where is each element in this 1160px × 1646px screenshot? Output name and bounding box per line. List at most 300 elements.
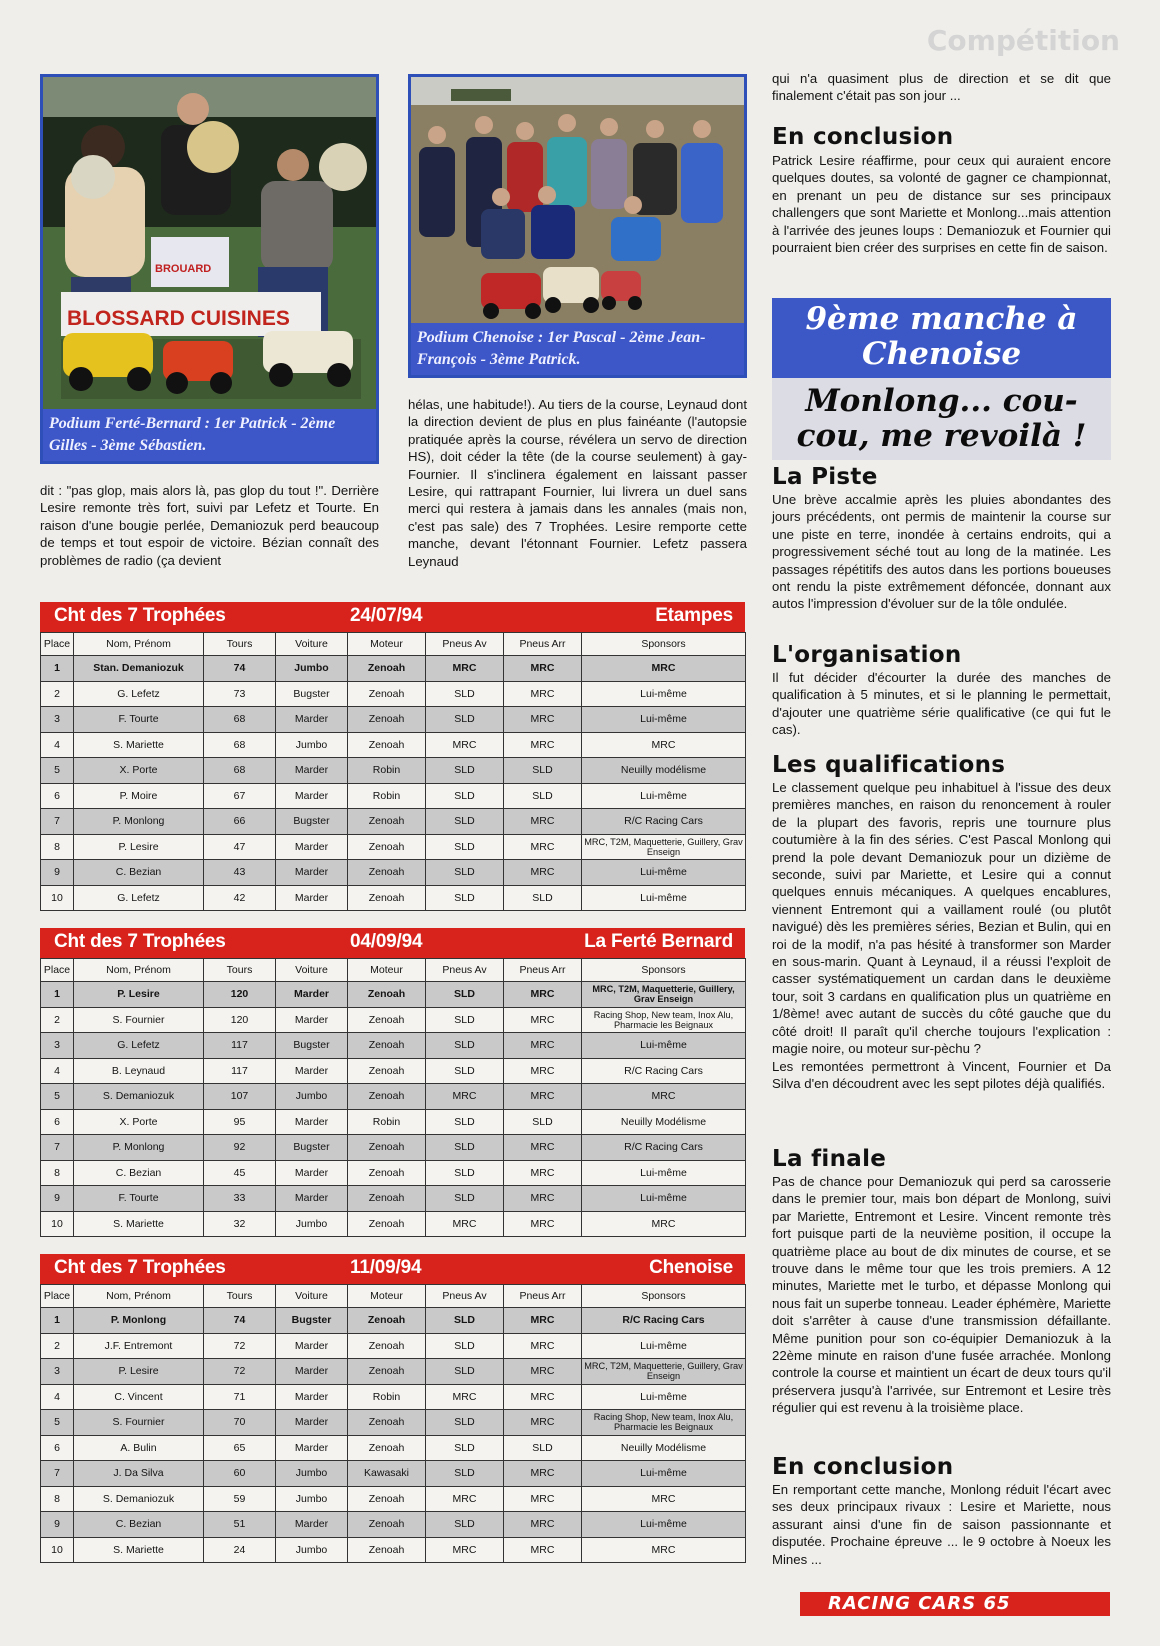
table-cell: S. Mariette [74,1211,204,1237]
table-cell: Zenoah [348,1211,426,1237]
table-cell: MRC [504,1308,582,1334]
table-date: 24/07/94 [350,605,423,626]
table-cell: 107 [204,1084,276,1110]
table-cell: Marder [276,834,348,860]
table-row [41,1410,746,1436]
table-cell: 4 [41,732,74,758]
table-cell: 7 [41,1135,74,1161]
article-col2 [408,396,747,570]
table-cell: C. Bezian [74,860,204,886]
table-cell: 4 [41,1058,74,1084]
table-cell: SLD [426,1109,504,1135]
table-cell: P. Lesire [74,982,204,1008]
table-cell: S. Demaniozuk [74,1084,204,1110]
table-cell: 1 [41,982,74,1008]
table-cell: C. Bezian [74,1160,204,1186]
table-cell: 117 [204,1033,276,1059]
table-location: La Ferté Bernard [584,931,733,952]
table-cell: R/C Racing Cars [582,1058,746,1084]
table-cell: SLD [426,1186,504,1212]
results-grid [40,1284,746,1563]
paragraph: hélas, une habitude!). Au tiers de la course, Leynaud dont la direction devient de plus en plus fainéante (l'autopsie pratiquée après la course, révélera un servo de direction HS), doit céder la tête (de la course seulement) à gay-Fournier. Il s'inclinera également en laissant passer Lesire, qui rattrapant Fournier, lui livrera un duel sans merci qui restera à jamais dans les annales (mais non, c'est pas sale) des 7 Trophées. Lesire remporte cette manche, devant l'étonnant Fournier. Lefetz passera Leynaud [408,397,747,569]
table-row [41,1186,746,1212]
column-header: Pneus Av [426,633,504,656]
table-cell: 68 [204,758,276,784]
table-cell: Lui-même [582,1033,746,1059]
table-cell: Zenoah [348,860,426,886]
table-cell: SLD [426,1160,504,1186]
table-cell: 120 [204,1007,276,1033]
table-date: 04/09/94 [350,931,423,952]
table-cell: 8 [41,1486,74,1512]
table-row [41,681,746,707]
table-cell: SLD [426,1333,504,1359]
table-cell: Neuilly Modélisme [582,1109,746,1135]
podium-ferte-image [43,77,376,461]
table-row [41,885,746,911]
table-cell: S. Mariette [74,732,204,758]
table-cell: SLD [426,982,504,1008]
column-header: Tours [204,633,276,656]
table-cell: SLD [426,1512,504,1538]
table-cell: Zenoah [348,809,426,835]
table-cell: 45 [204,1160,276,1186]
table-cell: MRC, T2M, Maquetterie, Guillery, Grav Enseign [582,982,746,1008]
conclusion2-text [772,1481,1111,1568]
table-cell: Lui-même [582,1512,746,1538]
table-cell: F. Tourte [74,707,204,733]
table-cell: 5 [41,1084,74,1110]
qualif-text [772,779,1111,1092]
table-cell: 7 [41,809,74,835]
table-cell: P. Moire [74,783,204,809]
table-cell: MRC [582,1211,746,1237]
column-header: Moteur [348,1285,426,1308]
table-cell: Zenoah [348,1084,426,1110]
table-cell: MRC [582,1486,746,1512]
table-row [41,1359,746,1385]
table-cell: SLD [426,1435,504,1461]
table-cell: 73 [204,681,276,707]
column-header: Nom, Prénom [74,959,204,982]
table-cell: 117 [204,1058,276,1084]
table-cell: MRC [504,1058,582,1084]
column-header: Place [41,1285,74,1308]
table-cell: C. Vincent [74,1384,204,1410]
table-cell: 70 [204,1410,276,1436]
table-cell: R/C Racing Cars [582,809,746,835]
conclusion1-text [772,152,1111,256]
table-row [41,656,746,682]
column-header: Pneus Av [426,1285,504,1308]
table-cell: SLD [426,1058,504,1084]
table-cell: MRC [504,1486,582,1512]
table-cell: 24 [204,1537,276,1563]
table-cell: 65 [204,1435,276,1461]
sign-brand: BROUARD [155,263,212,275]
table-cell: Zenoah [348,982,426,1008]
table-cell: Marder [276,783,348,809]
paragraph: En remportant cette manche, Monlong réduit l'écart avec ses deux principaux rivaux : Lesire et Mariette, nous assurant ainsi d'une fin de saison passionnante et disputée. Prochaine épreuve ... le 9 octobre à Noeux les Mines ... [772,1482,1111,1567]
table-cell: Zenoah [348,1160,426,1186]
table-cell: P. Monlong [74,1135,204,1161]
table-cell: Jumbo [276,1211,348,1237]
table-cell: MRC, T2M, Maquetterie, Guillery, Grav Enseign [582,834,746,860]
table-cell: MRC [504,1461,582,1487]
table-header-bar [40,602,745,632]
table-location: Chenoise [649,1257,733,1278]
table-cell: Marder [276,1186,348,1212]
table-cell: Racing Shop, New team, Inox Alu, Pharmacie les Beignaux [582,1007,746,1033]
table-cell: 5 [41,758,74,784]
table-row [41,1033,746,1059]
column-header: Sponsors [582,1285,746,1308]
table-cell: Lui-même [582,707,746,733]
table-cell: 6 [41,1109,74,1135]
table-cell: Marder [276,982,348,1008]
table-cell: J. Da Silva [74,1461,204,1487]
table-cell: C. Bezian [74,1512,204,1538]
column-header: Nom, Prénom [74,1285,204,1308]
table-cell: SLD [504,1435,582,1461]
table-cell: MRC [426,1211,504,1237]
table-cell: Lui-même [582,1186,746,1212]
table-cell: Marder [276,1007,348,1033]
results-table [40,1254,745,1563]
table-cell: Jumbo [276,1084,348,1110]
table-cell: 3 [41,1033,74,1059]
table-cell: Marder [276,1410,348,1436]
column-header-row [41,959,746,982]
table-cell: SLD [426,758,504,784]
table-cell: SLD [504,758,582,784]
finale-text [772,1173,1111,1417]
paragraph: Le classement quelque peu inhabituel à l'issue des deux premières manches, en raison du renoncement à rouler de la plupart des favoris, repris une tournure plus coutumière à la fin des séries. C'est Pascal Monlong qui prend la pole devant Demaniozuk pour un dizième de seconde, suivi par Mariette, et Lesire qui a connut quelques ennuis mécaniques. A quelques encablures, viennent Entremont qui a vaillament roulé (ou plutôt navigué) dès les premières séries, Bezian et Bulin, qui en roi de la modif, n'a pas hésité à transformer son Marder en sous-marin. Quant à Leynaud, il a réussi l'exploit de casser systématiquement un cardan dans le deuxième tour, soit 3 cardans en qualification plus un quatrième en 1/8ème! avec autant de succès du côté gauche que du côté droit! Il paraît qu'il cherche toujours l'explication : magie noire, ou moteur sur-pèchu ? [772,780,1111,1057]
table-cell: Robin [348,783,426,809]
table-cell: B. Leynaud [74,1058,204,1084]
table-cell: Zenoah [348,1435,426,1461]
table-cell: Lui-même [582,783,746,809]
table-cell: 59 [204,1486,276,1512]
photo-caption: Podium Ferté-Bernard : 1er Patrick - 2ème Gilles - 3ème Sébastien. [43,409,376,461]
table-cell: SLD [426,1308,504,1334]
section-title: En conclusion [772,124,954,150]
table-cell: 43 [204,860,276,886]
table-row [41,1211,746,1237]
table-cell: SLD [426,1033,504,1059]
table-cell: 71 [204,1384,276,1410]
table-cell: Robin [348,1384,426,1410]
table-cell: 32 [204,1211,276,1237]
table-cell: 6 [41,1435,74,1461]
table-cell: SLD [426,1007,504,1033]
table-cell: Zenoah [348,1333,426,1359]
table-cell: Kawasaki [348,1461,426,1487]
table-row [41,1135,746,1161]
paragraph: Pas de chance pour Demaniozuk qui perd sa carosserie dans le premier tour, mais bon départ de Monlong, suivi par Mariette, Entremont et Lesire. Vincent remonte très fort puisque parti de la neuvième position, il occupe la quatrième place au bout de dix minutes de course, et se trouve dans le même tour que les trois premiers. A 12 minutes, Mariette met le turbo, et dépasse Monlong qui nous fait un superbe tonneau. Leader éphémère, Mariette doit s'arrêter à cause d'une transmission défaillante. Même punition pour son co-équipier Demaniozuk à la 22ème minute en raison d'une fusée arrachée. Monlong controle la course et maintient un écart de deux tours qu'il préservera jusqu'à l'arrivée, sur Entremont et Lesire très régulier qui est revenu à la troisième place. [772,1174,1111,1416]
table-cell: A. Bulin [74,1435,204,1461]
table-cell: 7 [41,1461,74,1487]
table-cell: G. Lefetz [74,681,204,707]
table-cell: SLD [504,1109,582,1135]
table-title: Cht des 7 Trophées [54,605,226,626]
table-cell: MRC [504,656,582,682]
table-cell: MRC [504,1007,582,1033]
column-header: Pneus Av [426,959,504,982]
table-cell: MRC [582,732,746,758]
table-title: Cht des 7 Trophées [54,931,226,952]
table-cell: Jumbo [276,1486,348,1512]
table-cell: Marder [276,1109,348,1135]
page-footer: RACING CARS 65 [800,1592,1110,1616]
table-cell: Jumbo [276,1537,348,1563]
photo-podium-ferte [40,74,379,464]
table-row [41,1537,746,1563]
table-cell: Zenoah [348,1537,426,1563]
column-header: Voiture [276,959,348,982]
table-row [41,1160,746,1186]
column-header: Pneus Arr [504,1285,582,1308]
table-cell: MRC [504,1084,582,1110]
table-cell: Zenoah [348,1308,426,1334]
table-cell: Marder [276,1160,348,1186]
right-intro [772,70,1111,105]
orga-text [772,669,1111,739]
table-cell: 6 [41,783,74,809]
table-title: Cht des 7 Trophées [54,1257,226,1278]
table-row [41,1109,746,1135]
table-cell: Lui-même [582,1160,746,1186]
section-title: L'organisation [772,642,962,668]
table-cell: SLD [504,885,582,911]
table-cell: Stan. Demaniozuk [74,656,204,682]
column-header: Moteur [348,633,426,656]
table-cell: Marder [276,1435,348,1461]
table-cell: MRC [504,1410,582,1436]
table-cell: MRC [504,681,582,707]
table-cell: Robin [348,1109,426,1135]
table-cell: SLD [426,783,504,809]
table-cell: MRC [504,809,582,835]
table-location: Etampes [655,605,733,626]
column-header: Pneus Arr [504,959,582,982]
table-cell: S. Demaniozuk [74,1486,204,1512]
table-cell: MRC [504,1211,582,1237]
table-cell: S. Fournier [74,1410,204,1436]
table-cell: Lui-même [582,1333,746,1359]
table-cell: Jumbo [276,1461,348,1487]
table-cell: MRC [504,732,582,758]
column-header: Tours [204,959,276,982]
table-row [41,1058,746,1084]
table-row [41,1007,746,1033]
table-cell: 95 [204,1109,276,1135]
column-header-row [41,633,746,656]
table-cell: X. Porte [74,1109,204,1135]
table-cell: 2 [41,681,74,707]
table-cell: Zenoah [348,1486,426,1512]
table-header-bar [40,1254,745,1284]
table-cell: MRC [582,1084,746,1110]
table-cell: Bugster [276,1033,348,1059]
table-cell: R/C Racing Cars [582,1308,746,1334]
table-cell: F. Tourte [74,1186,204,1212]
table-cell: 10 [41,1537,74,1563]
table-cell: Neuilly modélisme [582,758,746,784]
table-cell: MRC, T2M, Maquetterie, Guillery, Grav Enseign [582,1359,746,1385]
table-cell: Lui-même [582,1461,746,1487]
table-row [41,732,746,758]
table-cell: R/C Racing Cars [582,1135,746,1161]
table-cell: Marder [276,758,348,784]
table-cell: Lui-même [582,885,746,911]
table-cell: MRC [504,1033,582,1059]
column-header: Sponsors [582,633,746,656]
table-cell: 120 [204,982,276,1008]
table-cell: 10 [41,1211,74,1237]
table-row [41,1435,746,1461]
column-header: Tours [204,1285,276,1308]
table-cell: Zenoah [348,1058,426,1084]
table-cell: 4 [41,1384,74,1410]
table-row [41,783,746,809]
paragraph: Patrick Lesire réaffirme, pour ceux qui auraient encore quelques doutes, sa volonté de gagner ce championnat, en prenant un peu de distance sur ses principaux challengers que sont Mariette et Monlong...mais attention à l'arrivée des jeunes loups : Demaniozuk et Fournier qui pourraient bien créer des surprises en cette fin de saison. [772,153,1111,256]
table-date: 11/09/94 [350,1257,422,1278]
table-row [41,860,746,886]
paragraph: Les remontées permettront à Vincent, Fournier et Da Silva d'en découdrent avec les sept pilotes déjà qualifiés. [772,1058,1111,1091]
table-cell: SLD [426,885,504,911]
table-cell: Zenoah [348,1135,426,1161]
sign-text: BLOSSARD CUISINES [67,307,290,330]
table-cell: 5 [41,1410,74,1436]
table-cell: Lui-même [582,681,746,707]
table-row [41,1512,746,1538]
column-header: Voiture [276,633,348,656]
table-cell: 42 [204,885,276,911]
table-cell: Jumbo [276,732,348,758]
table-cell: 60 [204,1461,276,1487]
table-cell: MRC [426,1537,504,1563]
table-cell: 1 [41,656,74,682]
masthead-ghost: Compétition [926,24,1120,57]
photo-podium-chenoise [408,74,747,378]
column-header: Voiture [276,1285,348,1308]
table-cell: Zenoah [348,1186,426,1212]
column-header: Place [41,633,74,656]
table-cell: 8 [41,1160,74,1186]
results-grid [40,632,746,911]
table-cell: SLD [426,809,504,835]
table-cell: MRC [504,834,582,860]
table-cell: 3 [41,1359,74,1385]
piste-text [772,491,1111,613]
table-cell: P. Monlong [74,809,204,835]
table-cell: Zenoah [348,732,426,758]
table-cell: Robin [348,758,426,784]
table-cell: Zenoah [348,1033,426,1059]
table-cell: MRC [504,1359,582,1385]
table-row [41,707,746,733]
table-row [41,1384,746,1410]
table-cell: MRC [504,1537,582,1563]
table-cell: SLD [426,1410,504,1436]
table-cell: MRC [582,656,746,682]
results-grid [40,958,746,1237]
table-cell: 2 [41,1007,74,1033]
table-cell: MRC [504,1160,582,1186]
table-cell: Marder [276,1512,348,1538]
table-cell: 66 [204,809,276,835]
table-cell: MRC [426,732,504,758]
table-cell: 10 [41,885,74,911]
table-cell: 68 [204,707,276,733]
paragraph: Une brève accalmie après les pluies abondantes des jours précédents, ont permis de maintenir la course sur une piste en terre, inondée à certains endroits, qui a progressivement séché tout au long de la matinée. Les passages répétitifs des autos dans les portions boueuses ont rendu la piste extrêmement défoncée, donnant aux autos l'impression d'évoluer sur de la tôle ondulée. [772,492,1111,612]
table-cell: MRC [504,982,582,1008]
table-cell: S. Fournier [74,1007,204,1033]
table-cell: MRC [504,860,582,886]
table-cell: MRC [504,707,582,733]
table-row [41,1486,746,1512]
table-cell: SLD [426,1461,504,1487]
table-cell: G. Lefetz [74,1033,204,1059]
table-cell: Bugster [276,681,348,707]
table-cell: Marder [276,1359,348,1385]
table-row [41,1461,746,1487]
section-title: La Piste [772,464,878,490]
table-cell: Jumbo [276,656,348,682]
paragraph: dit : "pas glop, mais alors là, pas glop du tout !". Derrière Lesire remonte très fort, suivi par Lefetz et Tourte. En raison d'une bougie perlée, Demaniozuk perd beaucoup de temps et tout espoir de victoire. Bézian connaît des problèmes de radio (ça devient [40,483,379,568]
column-header: Nom, Prénom [74,633,204,656]
table-cell: MRC [426,1384,504,1410]
table-cell: Marder [276,885,348,911]
table-row [41,758,746,784]
table-header-bar [40,928,745,958]
table-row [41,1308,746,1334]
table-cell: MRC [426,1486,504,1512]
section-title: La finale [772,1146,887,1172]
table-cell: Bugster [276,809,348,835]
table-cell: 47 [204,834,276,860]
table-cell: 33 [204,1186,276,1212]
table-cell: Zenoah [348,681,426,707]
table-cell: MRC [504,1384,582,1410]
table-cell: SLD [426,681,504,707]
column-header: Moteur [348,959,426,982]
table-cell: Bugster [276,1135,348,1161]
table-cell: 92 [204,1135,276,1161]
table-cell: Zenoah [348,1410,426,1436]
table-cell: MRC [426,1084,504,1110]
table-cell: 51 [204,1512,276,1538]
paragraph: Il fut décider d'écourter la durée des manches de qualification à 5 minutes, et si le planning le permettait, d'ajouter une quatrième série qualificative (ce qui fut le cas). [772,670,1111,738]
table-row [41,982,746,1008]
table-cell: Zenoah [348,1512,426,1538]
paragraph: qui n'a quasiment plus de direction et se dit que finalement c'était pas son jour ... [772,71,1111,104]
table-cell: 72 [204,1359,276,1385]
table-cell: 3 [41,707,74,733]
column-header: Sponsors [582,959,746,982]
table-cell: 2 [41,1333,74,1359]
section-title: Les qualifications [772,752,1006,778]
table-cell: MRC [504,1135,582,1161]
table-cell: MRC [504,1186,582,1212]
results-table [40,928,745,1237]
table-cell: Marder [276,1058,348,1084]
table-cell: Marder [276,1333,348,1359]
table-cell: SLD [426,1135,504,1161]
table-cell: Zenoah [348,1359,426,1385]
table-cell: SLD [426,1359,504,1385]
